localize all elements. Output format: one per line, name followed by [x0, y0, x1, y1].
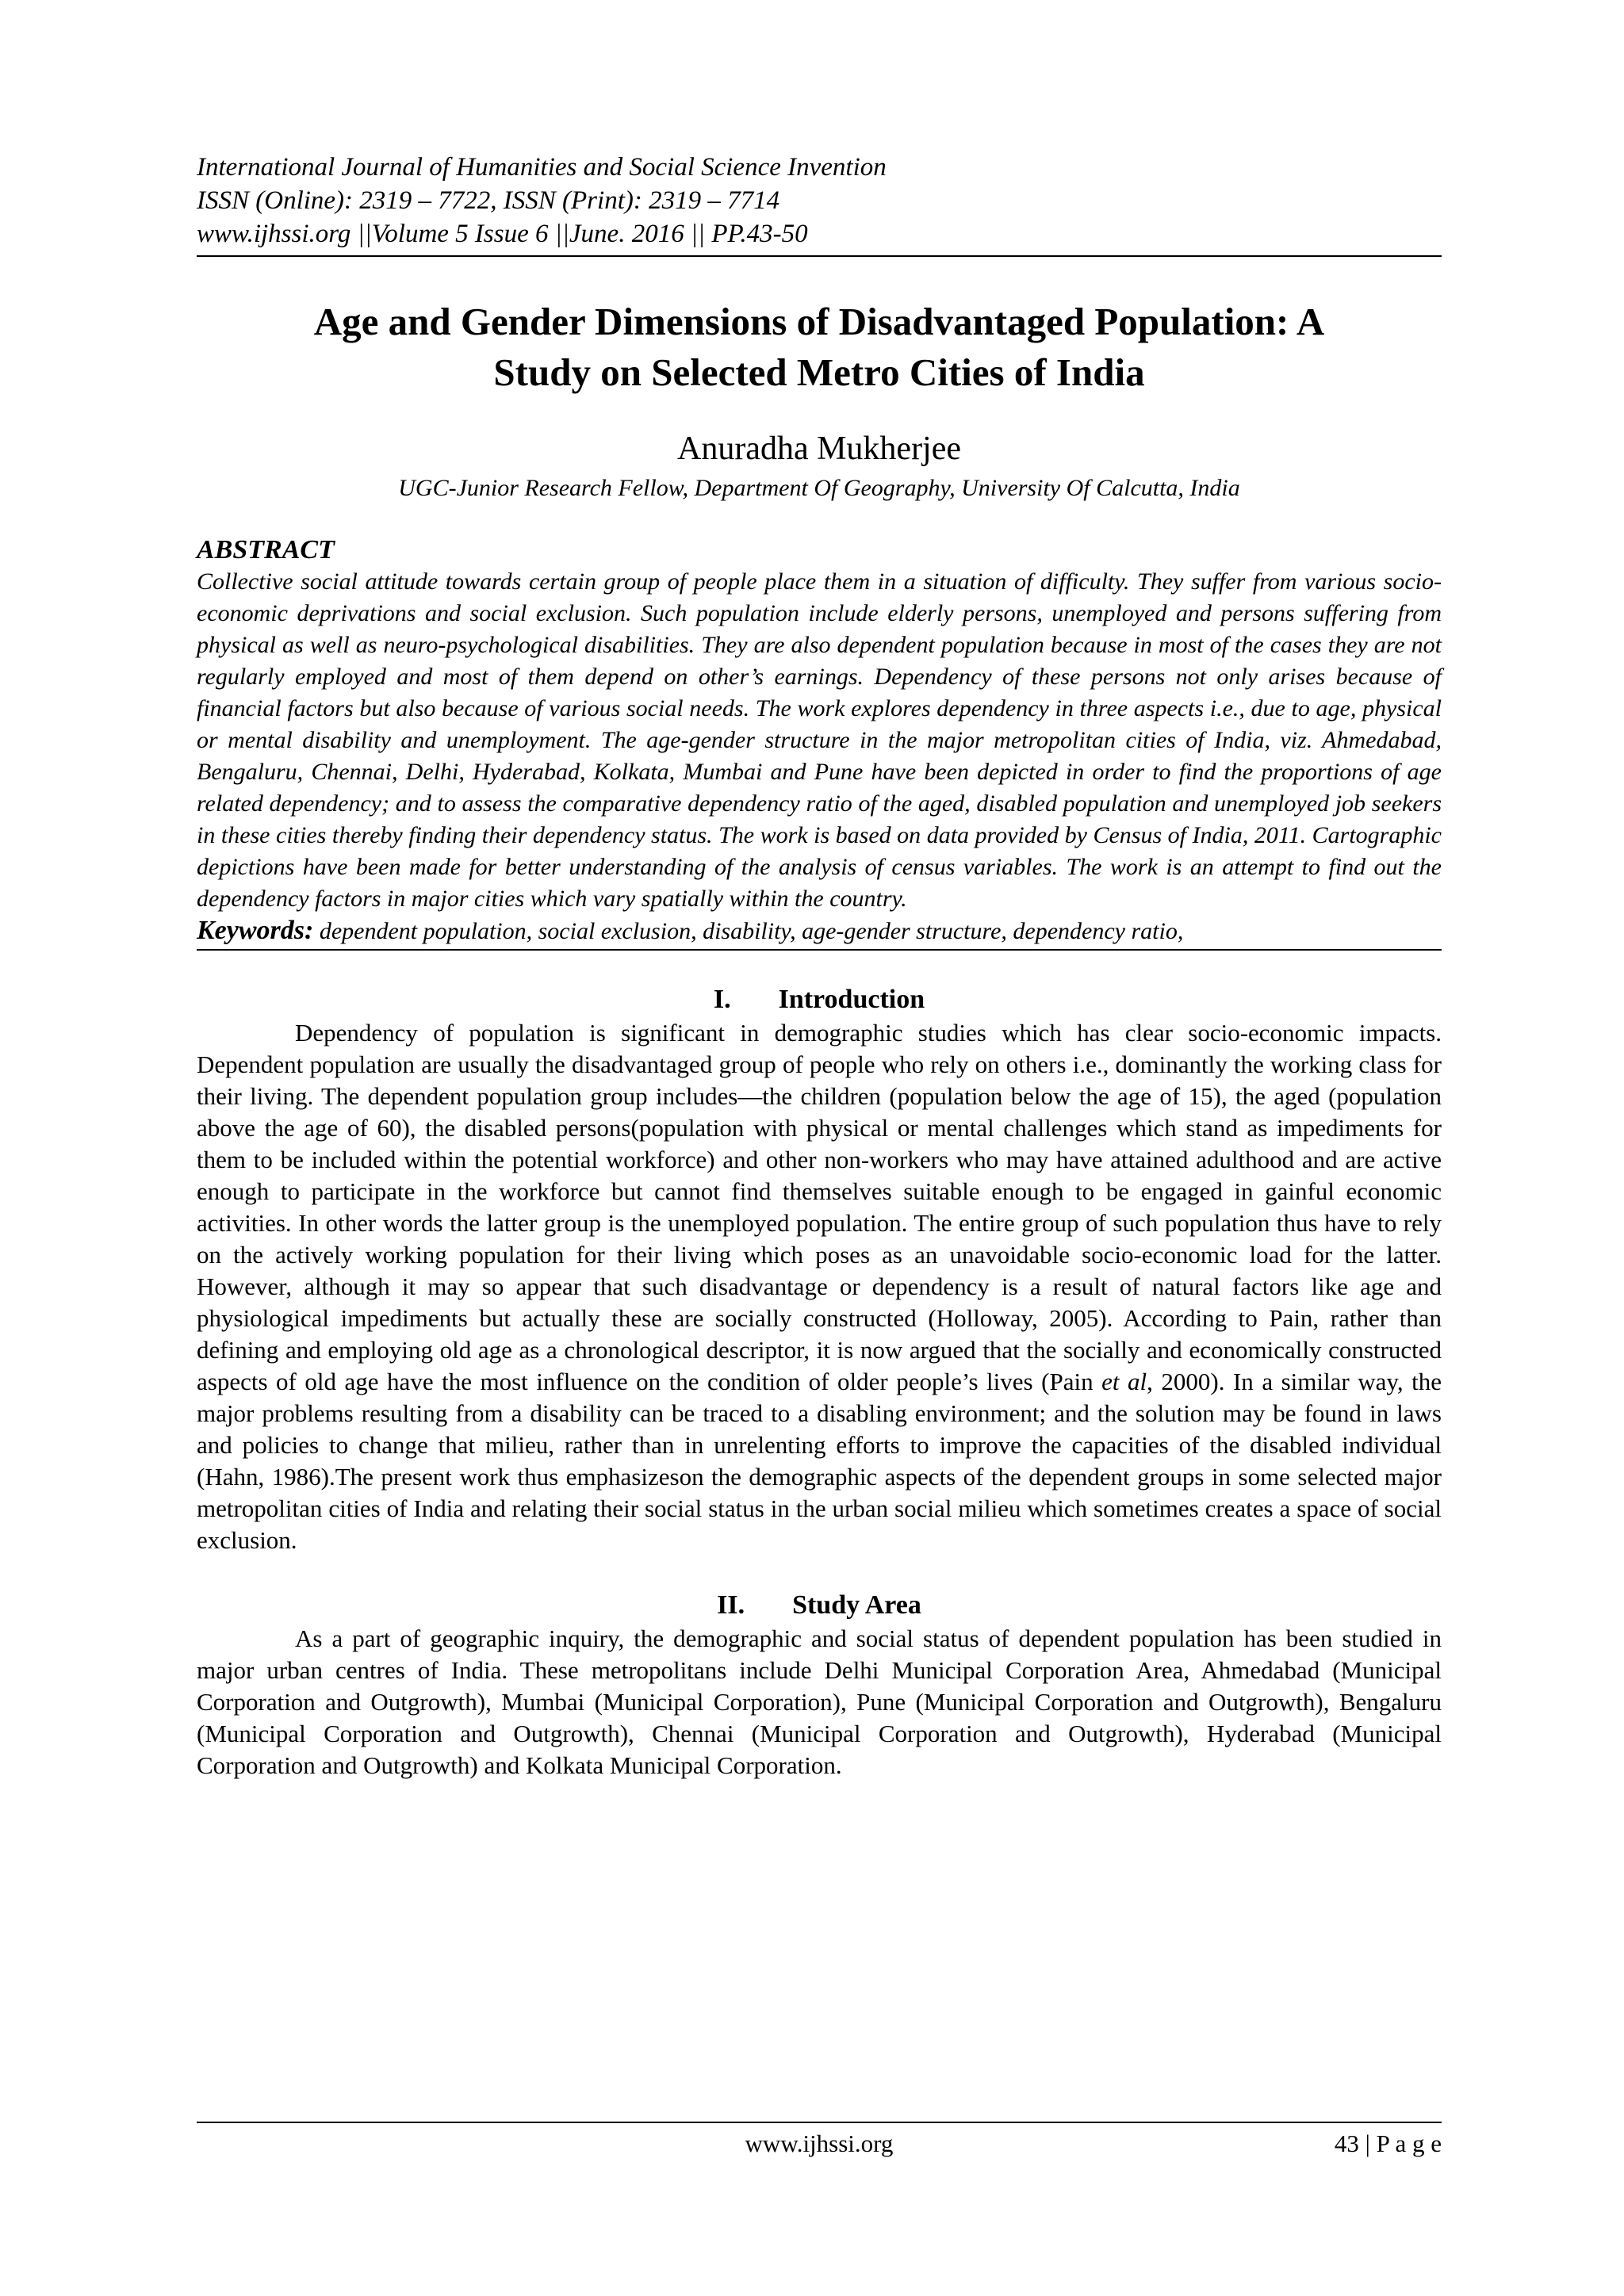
abstract-text: Collective social attitude towards certain group of people place them in a situation of difficulty. They suffer from various socio-economic deprivations and social exclusion. Such population include elderly persons, unemployed and persons suffering from physical as well as neuro-psychological disabilities. They are also dependent population because in most of the cases they are not regularly employed and most of them depend on other’s earnings. Dependency of these persons not only arises because of financial factors but also because of various social needs. The work explores dependency in three aspects i.e., due to age, physical or mental disability and unemployment. The age-gender structure in the major metropolitan cities of India, viz. Ahmedabad, Bengaluru, Chennai, Delhi, Hyderabad, Kolkata, Mumbai and Pune have been depicted in order to find the proportions of age related dependency; and to assess the comparative dependency ratio of the aged, disabled population and unemployed job seekers in these cities thereby finding their dependency status. The work is based on data provided by Census of India, 2011. Cartographic depictions have been made for better understanding of the analysis of census variables. The work is an attempt to find out the dependency factors in major cities which vary spatially within the country.: [197, 568, 1442, 912]
journal-issn: ISSN (Online): 2319 – 7722, ISSN (Print): 2319 – 7714: [197, 186, 780, 215]
section-number: I.: [713, 985, 731, 1014]
footer-page-number: 43 | P a g e: [1334, 2130, 1442, 2157]
abstract-section: [197, 534, 1442, 947]
abstract-heading: ABSTRACT: [197, 535, 335, 564]
page-footer: [197, 2122, 1442, 2163]
keywords-label: Keywords:: [197, 916, 314, 945]
footer-url: www.ijhssi.org: [745, 2130, 894, 2157]
introduction-text-part-2: , 2000). In a similar way, the major problems resulting from a disability can be traced to a disabling environment; and the solution may be found in laws and policies to change that milieu, rather than in unrelenting efforts to improve the capacities of the disabled individual (Hahn, 1986).The present work thus emphasizeson the demographic aspects of the dependent groups in some selected major metropolitan cities of India and relating their social status in the urban social milieu which sometimes creates a space of social exclusion.: [197, 1368, 1442, 1554]
author-affiliation: UGC-Junior Research Fellow, Department Of Geography, University Of Calcutta, India: [398, 475, 1240, 501]
introduction-text-emphasis: et al: [1101, 1368, 1147, 1395]
journal-header: [197, 151, 1442, 251]
paper-title-line-2: Study on Selected Metro Cities of India: [493, 350, 1145, 394]
author-name: Anuradha Mukherjee: [676, 430, 962, 467]
study-area-text-body: As a part of geographic inquiry, the demographic and social status of dependent population has been studied in major urban centres of India. These metropolitans include Delhi Municipal Corporation Area, Ahmedabad (Municipal Corporation and Outgrowth), Mumbai (Municipal Corporation), Pune (Municipal Corporation and Outgrowth), Bengaluru (Municipal Corporation and Outgrowth), Chennai (Municipal Corporation and Outgrowth), Hyderabad (Municipal Corporation and Outgrowth) and Kolkata Municipal Corporation.: [197, 1624, 1442, 1779]
section-number: II.: [717, 1590, 745, 1620]
paper-title-line-1: Age and Gender Dimensions of Disadvantaged Population: A: [313, 300, 1325, 343]
section-title: Introduction: [778, 985, 925, 1014]
paper-title: [197, 297, 1442, 398]
keywords: [197, 915, 1442, 947]
introduction-text: [197, 1017, 1442, 1556]
journal-name: International Journal of Humanities and Social Science Invention: [197, 153, 887, 182]
section-title: Study Area: [792, 1590, 921, 1620]
section-heading-study-area: [197, 1588, 1442, 1623]
section-heading-introduction: [197, 982, 1442, 1017]
page: [197, 151, 1442, 1781]
introduction-text-part-1: Dependency of population is significant in demographic studies which has clear socio-economic impacts. Dependent population are usually the disadvantaged group of people who rely on others i.e., dominantly the working class for their living. The dependent population group includes—the children (population below the age of 15), the aged (population above the age of 60), the disabled persons(population with physical or mental challenges which stand as impediments for them to be included within the potential workforce) and other non-workers who may have attained adulthood and are active enough to participate in the workforce but cannot find themselves suitable enough to be engaged in gainful economic activities. In other words the latter group is the unemployed population. The entire group of such population thus have to rely on the actively working population for their living which poses as an unavoidable socio-economic load for the latter. However, although it may so appear that such disadvantage or dependency is a result of natural factors like age and physiological impediments but actually these are socially constructed (Holloway, 2005). According to Pain, rather than defining and employing old age as a chronological descriptor, it is now argued that the socially and economically constructed aspects of old age have the most influence on the condition of older people’s lives (Pain: [197, 1019, 1442, 1395]
journal-volume: www.ijhssi.org ||Volume 5 Issue 6 ||June. 2016 || PP.43-50: [197, 220, 808, 248]
keywords-text: dependent population, social exclusion, disability, age-gender structure, dependency ratio,: [319, 918, 1184, 944]
abstract-divider: [197, 949, 1442, 951]
study-area-text: [197, 1623, 1442, 1781]
header-divider: [197, 255, 1442, 257]
